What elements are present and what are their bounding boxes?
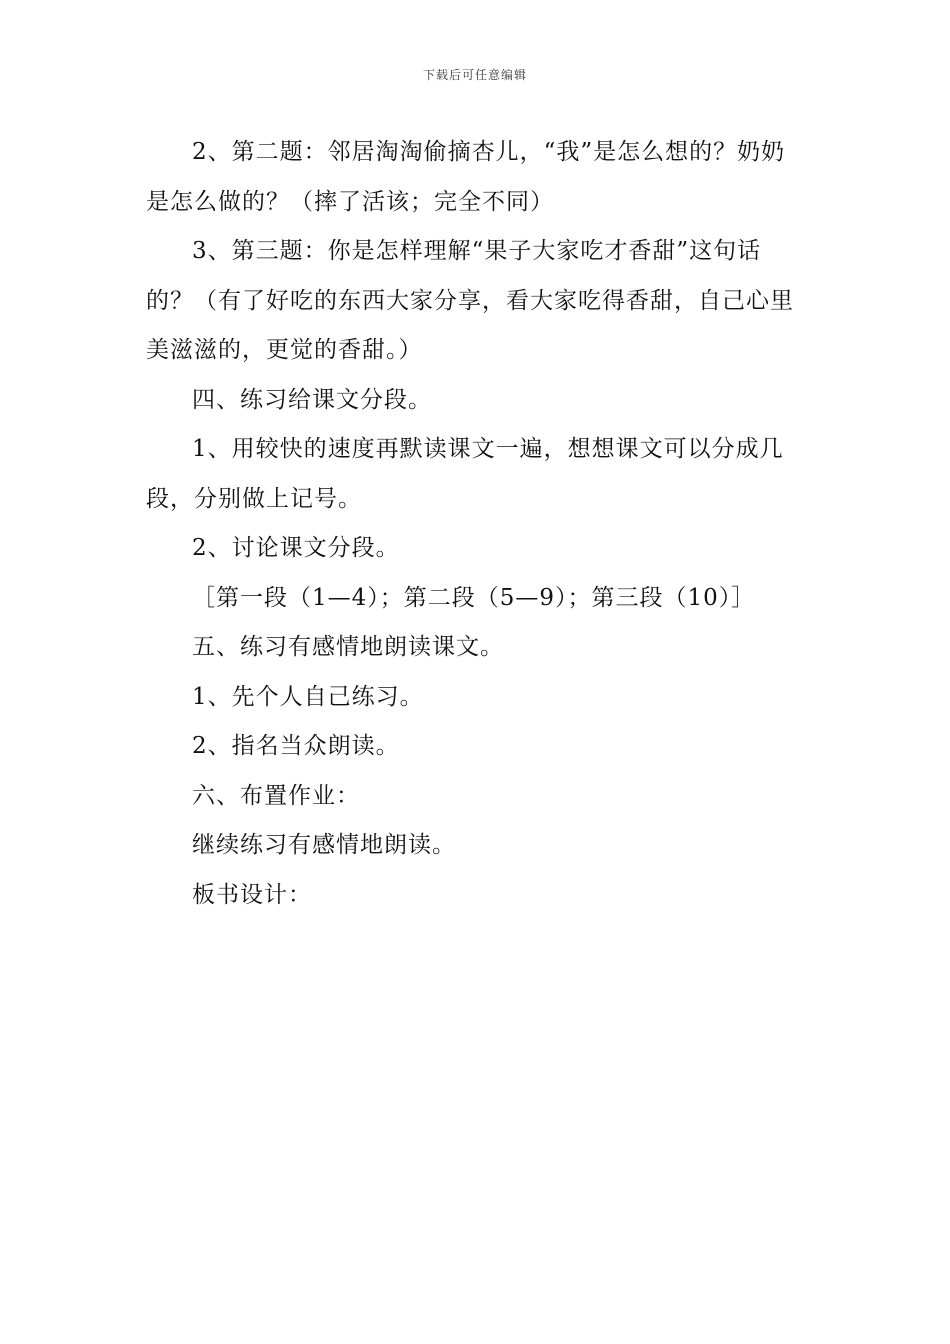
paragraph-homework: 继续练习有感情地朗读。 — [192, 832, 456, 858]
section-heading-5: 五、练习有感情地朗读课文。 — [192, 634, 504, 660]
paragraph-practice-2: 2、指名当众朗读。 — [192, 733, 400, 759]
section-heading-4: 四、练习给课文分段。 — [192, 386, 432, 413]
paragraph-question-3: 3、第三题：你是怎样理解“果子大家吃才香甜”这句话的？（有了好吃的东西大家分享，看大家吃得香甜，自己心里美滋滋的，更觉的香甜。） — [146, 238, 794, 363]
paragraph-board-design: 板书设计： — [192, 881, 312, 908]
paragraph-step-2: 2、讨论课文分段。 — [192, 535, 400, 561]
header-note: 下载后可任意编辑 — [422, 68, 527, 82]
paragraph-step-1: 1、用较快的速度再默读课文一遍，想想课文可以分成几段，分别做上记号。 — [146, 436, 784, 512]
paragraph-segments: ［第一段（1—4）；第二段（5—9）；第三段（10）］ — [192, 584, 756, 611]
body-text — [146, 128, 808, 920]
paragraph-practice-1: 1、先个人自己练习。 — [192, 683, 424, 710]
section-heading-6: 六、布置作业： — [192, 782, 360, 809]
paragraph-question-2: 2、第二题：邻居淘淘偷摘杏儿，“我”是怎么想的？奶奶是怎么做的？（摔了活该；完全不同） — [146, 139, 786, 215]
